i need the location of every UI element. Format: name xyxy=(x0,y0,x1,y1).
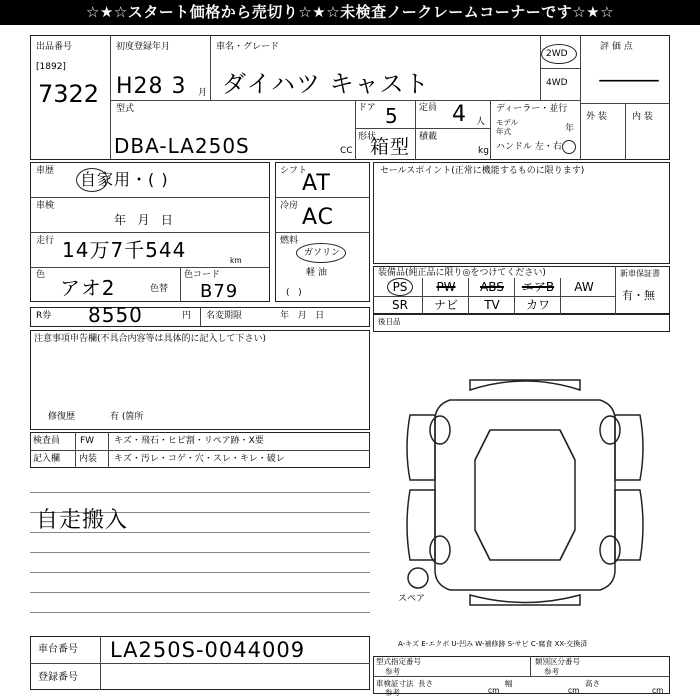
color-change-label: 色替 xyxy=(150,284,169,294)
interior-items: キズ・汚レ・コゲ・穴・スレ・キレ・破レ xyxy=(114,454,285,464)
shift-value: AT xyxy=(302,171,331,196)
ac-label: 冷房 xyxy=(280,201,299,211)
equipment-item: PS xyxy=(392,280,408,294)
fuel-diesel: 軽 油 xyxy=(306,268,327,278)
history-value: 自家用・( ) xyxy=(80,170,169,189)
banner-title: ☆★☆スタート価格から売切り☆★☆未検査ノークレームコーナーです☆★☆ xyxy=(0,0,700,25)
width-label: 幅 xyxy=(505,679,513,688)
load-label: 積載 xyxy=(419,132,438,142)
width-unit: cm xyxy=(568,686,580,695)
rear-items-label: 後日品 xyxy=(378,317,401,326)
fuel-other: ( ) xyxy=(286,288,302,298)
capacity-value: 4 xyxy=(452,102,467,127)
type-cert-label: 型式指定番号 xyxy=(376,657,421,666)
class-ref: 参考 xyxy=(544,667,559,676)
fuel-label: 燃料 xyxy=(280,236,299,246)
ruled-line xyxy=(30,572,370,573)
ruled-line xyxy=(30,492,370,493)
equipment-item: ナビ xyxy=(433,298,458,312)
model-label: 型式 xyxy=(116,104,135,114)
name-change-label: 名変期限 xyxy=(206,311,243,321)
body-label: 形状 xyxy=(358,132,377,142)
mileage-value: 14万7千544 xyxy=(62,238,187,262)
height-unit: cm xyxy=(652,686,664,695)
fuel-gas: ガソリン xyxy=(304,248,341,258)
equipment-circle xyxy=(387,278,413,296)
color-value: アオ2 xyxy=(60,276,116,300)
shift-label: シフト xyxy=(280,166,308,176)
drive-2wd: 2WD xyxy=(546,49,568,59)
name-value: ダイハツ キャスト xyxy=(222,70,430,98)
fw-label: FW xyxy=(80,436,95,446)
month-unit: 月 xyxy=(198,88,208,98)
exterior-label: 外 装 xyxy=(586,112,607,122)
ac-value: AC xyxy=(302,205,335,230)
repair-label: 修復歴 xyxy=(48,412,76,422)
length-unit: cm xyxy=(488,686,500,695)
chassis-label: 車台番号 xyxy=(38,644,78,655)
history-circle xyxy=(76,168,108,192)
equipment-item: SR xyxy=(392,298,408,312)
equipment-item: TV xyxy=(484,298,500,312)
handle-right-circle xyxy=(562,140,576,154)
kg-unit: kg xyxy=(478,146,489,156)
interior-label: 内 装 xyxy=(632,112,653,122)
grade-value: — xyxy=(596,68,662,93)
equipment-item: AW xyxy=(574,280,594,294)
color-label: 色 xyxy=(36,270,46,280)
name-label: 車名・グレード xyxy=(216,42,280,52)
equipment-item: ABS xyxy=(480,280,504,294)
lot-number: 7322 xyxy=(38,80,100,108)
color-code-label: 色コード xyxy=(184,270,221,280)
capacity-label: 定員 xyxy=(419,103,438,113)
notes-label: 注意事項申告欄(不具合内容等は具体的に記入して下さい) xyxy=(34,334,267,344)
chassis-value: LA250S-0044009 xyxy=(110,638,306,662)
spare-label: スペア xyxy=(398,594,426,604)
class-label: 類別区分番号 xyxy=(535,657,580,666)
inspector-label: 検査員 xyxy=(33,436,61,446)
recycle-value: 8550 xyxy=(88,303,143,327)
equipment-item: カワ xyxy=(525,298,550,312)
entry-label: 記入欄 xyxy=(33,454,61,464)
car-diagram xyxy=(400,370,650,620)
model-year-label: モデル年式 xyxy=(496,118,519,136)
body-value: 箱型 xyxy=(370,136,411,158)
interior-row-label: 内装 xyxy=(79,454,98,464)
first-reg-label: 初度登録年月 xyxy=(116,42,171,52)
ruled-line xyxy=(30,592,370,593)
warranty-label: 新車保証書 xyxy=(620,269,660,278)
dimension-ref: 参考 xyxy=(385,688,400,697)
capacity-unit: 人 xyxy=(476,117,486,127)
yen-unit: 円 xyxy=(182,311,192,321)
grade-label: 評 価 点 xyxy=(600,42,633,52)
door-label: ドア xyxy=(358,103,376,113)
fuel-gas-circle xyxy=(296,243,346,263)
reg-label: 登録番号 xyxy=(38,672,78,683)
handwritten-note: 自走搬入 xyxy=(36,508,129,533)
history-label: 車歴 xyxy=(36,166,55,176)
notes-block xyxy=(30,330,370,430)
cc-unit: CC xyxy=(340,146,353,156)
year-unit: 年 xyxy=(565,124,575,134)
first-reg-value: H28 3 xyxy=(116,74,187,99)
ruled-line xyxy=(30,552,370,553)
equipment-label: 装備品(純正品に限り◎をつけてください) xyxy=(378,268,546,278)
color-code-value: B79 xyxy=(200,281,239,302)
type-cert-ref: 参考 xyxy=(385,667,400,676)
rear-items-block xyxy=(373,314,670,332)
height-label: 高さ xyxy=(585,679,600,688)
mileage-label: 走行 xyxy=(36,236,55,246)
length-label: 長さ xyxy=(418,679,433,688)
ruled-line xyxy=(30,612,370,613)
damage-legend: A-キズ E-エクボ U-凹み W-補修跡 S-サビ C-腐食 XX-交換済 xyxy=(398,640,588,648)
fw-items: キズ・飛石・ヒビ割・リペア跡・X要 xyxy=(114,436,264,446)
lot-sub: [1892] xyxy=(36,62,66,72)
handle-label: ハンドル 左・右 xyxy=(496,142,562,152)
lot-label: 出品番号 xyxy=(36,42,73,52)
door-value: 5 xyxy=(385,104,399,128)
inspection-value: 年 月 日 xyxy=(114,213,173,227)
warranty-value: 有・無 xyxy=(622,289,655,302)
dealer-label: ディーラー・並行 xyxy=(496,104,568,114)
km-unit: km xyxy=(230,256,242,265)
sales-label: セールスポイント(正常に機能するものに限ります) xyxy=(380,166,585,176)
model-value: DBA-LA250S xyxy=(114,134,250,158)
repair-value: 有 (箇所 xyxy=(110,412,144,422)
dimension-label: 車検証寸法 xyxy=(376,679,414,688)
equipment-item: エアB xyxy=(521,280,555,294)
drive-4wd: 4WD xyxy=(546,78,568,88)
inspection-label: 車検 xyxy=(36,201,55,211)
equipment-item: PW xyxy=(436,280,456,294)
sales-block xyxy=(373,162,670,264)
recycle-label: R券 xyxy=(36,311,52,321)
name-change-value: 年 月 日 xyxy=(280,311,325,321)
